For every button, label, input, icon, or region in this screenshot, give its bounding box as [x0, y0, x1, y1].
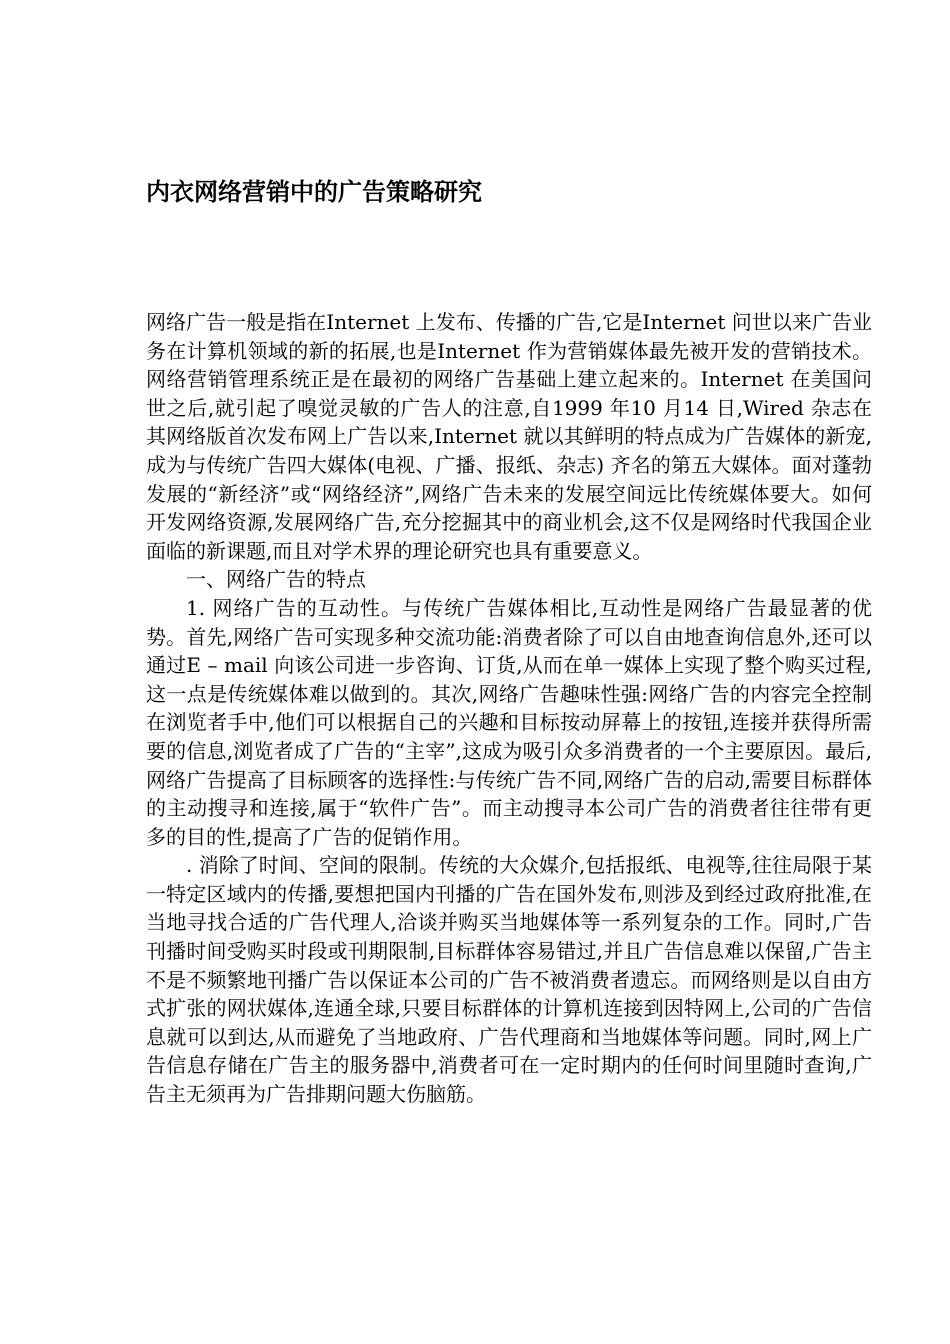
body-paragraph: 1. 网络广告的互动性。与传统广告媒体相比,互动性是网络广告最显著的优势。首先,网络广告可实现多种交流功能:消费者除了可以自由地查询信息外,还可以通过E – mail 向该公司进一步咨询、订货,从而在单一媒体上实现了整个购买过程,这一点是传统媒体难以做到的。其次,网络广告趣味性强:网络广告的内容完全控制在浏览者手中,他们可以根据自己的兴趣和目标按动屏幕上的按钮,连接并获得所需要的信息,浏览者成了广告的“主宰”,这成为吸引众多消费者的一个主要原因。最后,网络广告提高了目标顾客的选择性:与传统广告不同,网络广告的启动,需要目标群体的主动搜寻和连接,属于“软件广告”。而主动搜寻本公司广告的消费者往往带有更多的目的性,提高了广告的促销作用。: [146, 595, 872, 849]
intro-paragraph: 网络广告一般是指在Internet 上发布、传播的广告,它是Internet 问世以来广告业务在计算机领域的新的拓展,也是Internet 作为营销媒体最先被开发的营销技术。网络营销管理系统正是在最初的网络广告基础上建立起来的。Internet 在美国问世之后,就引起了嗅觉灵敏的广告人的注意,自1999 年10 月14 日,Wired 杂志在其网络版首次发布网上广告以来,Internet 就以其鲜明的特点成为广告媒体的新宠,成为与传统广告四大媒体(电视、广播、报纸、杂志) 齐名的第五大媒体。面对蓬勃发展的“新经济”或“网络经济”,网络广告未来的发展空间远比传统媒体要大。如何开发网络资源,发展网络广告,充分挖掘其中的商业机会,这不仅是网络时代我国企业面临的新课题,而且对学术界的理论研究也具有重要意义。: [146, 310, 872, 563]
document-body: [146, 308, 872, 1109]
section-heading: 一、网络广告的特点: [186, 567, 366, 592]
body-paragraph: . 消除了时间、空间的限制。传统的大众媒介,包括报纸、电视等,往往局限于某一特定区域内的传播,要想把国内刊播的广告在国外发布,则涉及到经过政府批准,在当地寻找合适的广告代理人,洽谈并购买当地媒体等一系列复杂的工作。同时,广告刊播时间受购买时段或刊期限制,目标群体容易错过,并且广告信息难以保留,广告主不是不频繁地刊播广告以保证本公司的广告不被消费者遗忘。而网络则是以自由方式扩张的网状媒体,连通全球,只要目标群体的计算机连接到因特网上,公司的广告信息就可以到达,从而避免了当地政府、广告代理商和当地媒体等问题。同时,网上广告信息存储在广告主的服务器中,消费者可在一定时期内的任何时间里随时查询,广告主无须再为广告排期问题大伤脑筋。: [146, 853, 872, 1107]
document-title: 内衣网络营销中的广告策略研究: [146, 178, 482, 206]
